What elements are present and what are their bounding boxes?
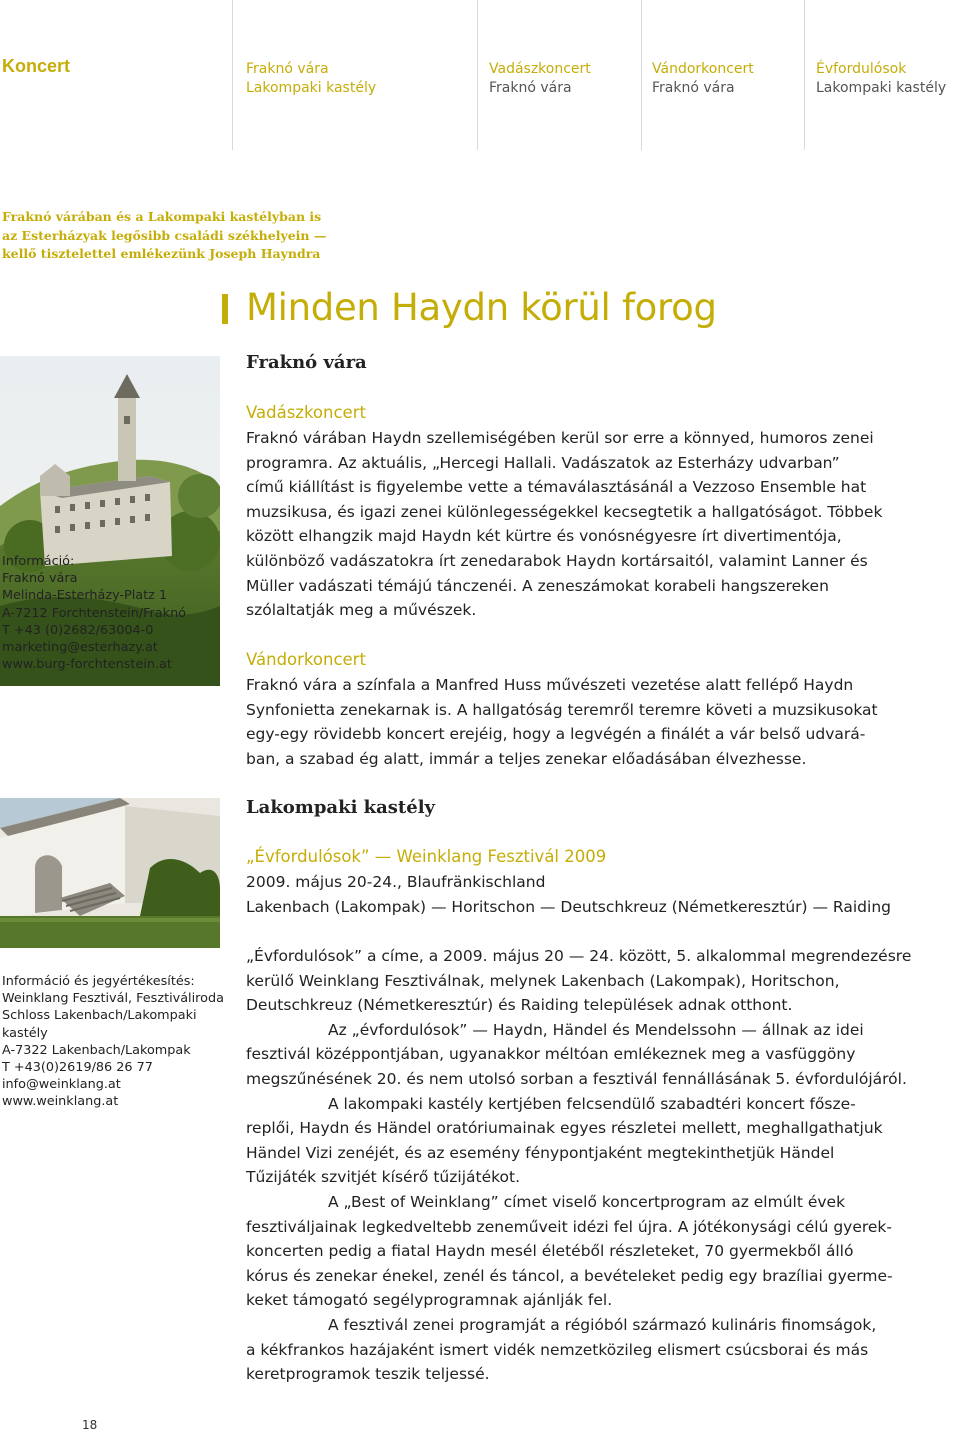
intro-line: kellő tisztelettel emlékezünk Joseph Hayndra <box>2 246 321 261</box>
event-places: Lakenbach (Lakompak) — Horitschon — Deutschkreuz (Németkeresztúr) — Raiding <box>246 897 891 916</box>
event-date: 2009. május 20-24., Blaufränkischland <box>246 873 546 891</box>
title-accent-bar <box>222 294 228 324</box>
text-line: szólaltatják meg a művészek. <box>246 601 477 620</box>
text-line: különböző vadászatokra írt zenedarabok Haydn kortársaitól, valamint Lanner és <box>246 551 868 570</box>
info-line: Fraknó vára <box>2 571 78 587</box>
text-line: fesztivál középpontjában, ugyanakkor méltóan emlékeznek meg a vasfüggöny <box>246 1045 856 1064</box>
text-line: programra. Az aktuális, „Hercegi Hallali. Vadászatok az Esterházy udvarban” <box>246 453 840 472</box>
event-title-vandorkoncert: Vándorkoncert <box>246 650 366 669</box>
column-divider <box>804 0 805 150</box>
intro-line: Fraknó várában és a Lakompaki kastélyban is <box>2 209 322 224</box>
event-title-evfordulosok: „Évfordulósok” — Weinklang Fesztivál 2009 <box>246 847 607 866</box>
section-label: Koncert <box>2 56 71 76</box>
info-website[interactable]: www.burg-forchtenstein.at <box>2 657 172 673</box>
text-line: Az „évfordulósok” — Haydn, Händel és Mendelssohn — állnak az idei <box>328 1020 864 1039</box>
info-line: Schloss Lakenbach/Lakompaki <box>2 1008 197 1024</box>
header-line: Lakompaki kastély <box>816 80 947 96</box>
text-line: Tűzijáték szvitjét kísérő tűzijátékot. <box>246 1168 521 1187</box>
header-line: Vadászkoncert <box>489 61 591 77</box>
text-line: A „Best of Weinklang” címet viselő koncertprogram az elmúlt évek <box>328 1192 846 1211</box>
text-line: replői, Haydn és Händel oratóriumainak egyes részletei mellett, meghallgathatjuk <box>246 1119 883 1138</box>
info-line: T +43 (0)2682/63004-0 <box>2 622 154 638</box>
text-line: Müller vadászati témájú tánczenéi. A zeneszámokat korabeli hangszereken <box>246 576 829 595</box>
header-line: Évfordulósok <box>816 61 907 77</box>
column-divider <box>641 0 642 150</box>
info-line: kastély <box>2 1025 48 1041</box>
text-line: keket támogató segélyprogramnak ajánlják fel. <box>246 1291 613 1310</box>
event-text-vadaszkoncert <box>246 426 882 623</box>
text-line: a kékfrankos hazájaként ismert vidék nemzetközileg elismert csúcsborai és más <box>246 1340 869 1359</box>
info-line: Információ: <box>2 554 75 569</box>
info-line: Információ és jegyértékesítés: <box>2 974 195 989</box>
text-line: koncerten pedig a fiatal Haydn mesél életéből részleteket, 70 gyermekből álló <box>246 1242 854 1261</box>
event-title-vadaszkoncert: Vadászkoncert <box>246 403 366 422</box>
info-email[interactable]: marketing@esterhazy.at <box>2 640 158 656</box>
text-line: keretprogramok teszik teljessé. <box>246 1365 490 1384</box>
text-line: című kiállítást is figyelembe vette a témaválasztásánál a Vezzoso Ensemble hat <box>246 478 867 497</box>
text-line: Fraknó várában Haydn szellemiségében kerül sor erre a könnyed, humoros zenei <box>246 429 874 447</box>
info-line: Melinda-Esterházy-Platz 1 <box>2 588 168 604</box>
info-line: A-7212 Forchtenstein/Fraknó <box>2 605 187 621</box>
intro-line: az Esterházyak legősibb családi székhelyein — <box>2 227 327 243</box>
text-line: A lakompaki kastély kertjében felcsendülő szabadtéri koncert fősze- <box>328 1094 856 1113</box>
text-line: ban, a szabad ég alatt, immár a teljes zenekar előadásában élvezhesse. <box>246 749 807 768</box>
header-line: Lakompaki kastély <box>246 80 377 96</box>
text-line: kórus és zenekar énekel, zenél és táncol, a bevételeket pedig egy brazíliai gyerme- <box>246 1266 893 1285</box>
text-line: között elhangzik majd Haydn két kürtre és vonósnégyesre írt divertimentója, <box>246 527 842 546</box>
column-divider <box>477 0 478 150</box>
text-line: Fraknó vára a színfala a Manfred Huss művészeti vezetése alatt fellépő Haydn <box>246 676 854 694</box>
header-column-vandorkoncert <box>652 60 754 98</box>
info-line: Weinklang Fesztivál, Fesztiváliroda <box>2 991 224 1007</box>
column-divider <box>232 0 233 150</box>
text-line: fesztiváljainak legkedveltebb zeneműveit idézi fel újra. A jótékonysági célú gyerek- <box>246 1217 893 1236</box>
header-column-locations <box>246 60 376 98</box>
event-text-vandorkoncert <box>246 673 878 771</box>
header-column-evfordulosok <box>816 60 946 98</box>
text-line: megszűnésének 20. és nem utolsó sorban a fesztivál fennállásának 5. évfordulójáról. <box>246 1069 907 1088</box>
info-line: T +43(0)2619/86 26 77 <box>2 1060 153 1076</box>
info-line: A-7322 Lakenbach/Lakompak <box>2 1042 191 1058</box>
header-column-vadaszkoncert <box>489 60 591 98</box>
header-line: Fraknó vára <box>246 61 329 77</box>
header-line: Fraknó vára <box>652 80 735 96</box>
info-website[interactable]: www.weinklang.at <box>2 1094 119 1110</box>
info-block-frakno <box>2 553 186 673</box>
text-line: „Évfordulósok” a címe, a 2009. május 20 — 24. között, 5. alkalommal megrendezésre <box>246 947 912 965</box>
event-details <box>246 870 891 919</box>
page-number: 18 <box>82 1418 98 1432</box>
text-line: Deutschkreuz (Németkeresztúr) és Raiding települések adnak otthont. <box>246 996 793 1015</box>
text-line: kerülő Weinklang Fesztiválnak, melynek Lakenbach (Lakompak), Horitschon, <box>246 971 840 990</box>
page-title: Minden Haydn körül forog <box>246 286 717 329</box>
info-block-lakompak <box>2 973 224 1111</box>
text-line: muzsikusa, és igazi zenei különlegességekkel kecsegtetik a hallgatóságot. Többek <box>246 502 883 521</box>
header-line: Fraknó vára <box>489 80 572 96</box>
intro-text <box>2 208 326 264</box>
text-line: A fesztivál zenei programját a régióból származó kulináris finomságok, <box>328 1315 877 1334</box>
info-email[interactable]: info@weinklang.at <box>2 1077 121 1093</box>
section-heading-lakompak: Lakompaki kastély <box>246 797 435 818</box>
text-line: Synfonietta zenekarnak is. A hallgatóság teremről teremre követi a muzsikusokat <box>246 700 878 719</box>
section-heading-frakno: Fraknó vára <box>246 352 367 373</box>
text-line: egy-egy rövidebb koncert erejéig, hogy a legvégén a finálét a vár belső udvará- <box>246 725 866 744</box>
event-text-evfordulosok <box>246 944 911 1387</box>
text-line: Händel Vizi zenéjét, és az esemény fénypontjaként megtekinthetjük Händel <box>246 1143 835 1162</box>
palace-courtyard-photo <box>0 798 220 948</box>
header-line: Vándorkoncert <box>652 61 754 77</box>
